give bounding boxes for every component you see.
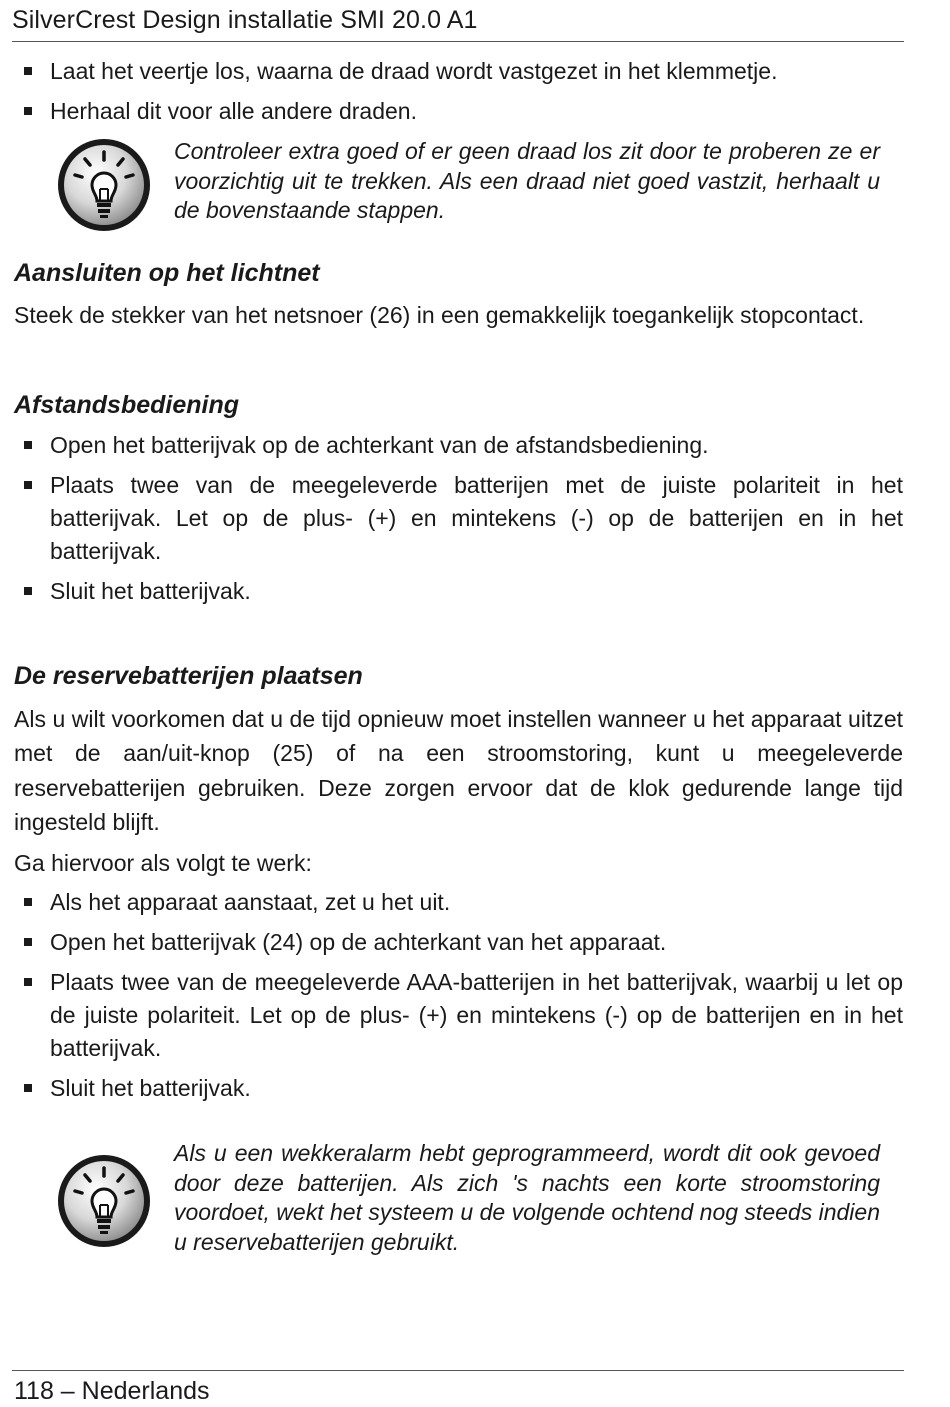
- section-heading: Afstandsbediening: [14, 390, 240, 419]
- lightbulb-icon: [54, 135, 154, 235]
- list-item: Sluit het batterijvak.: [14, 1072, 903, 1105]
- bullet-list-remote: [14, 429, 903, 608]
- list-item: Als het apparaat aanstaat, zet u het uit.: [14, 886, 903, 919]
- bullet-icon: [24, 107, 32, 115]
- bullet-icon: [24, 481, 32, 489]
- bullet-icon: [24, 587, 32, 595]
- page-header: [12, 4, 904, 42]
- paragraph: Als u wilt voorkomen dat u de tijd opnieuw moet instellen wanneer u het apparaat uitzet met de aan/uit-knop (25) of na een stroomstoring, kunt u meegeleverde reservebatterijen gebruiken. Deze zorgen ervoor dat de klok gedurende lange tijd ingesteld blijft.: [14, 705, 903, 835]
- bullet-icon: [24, 938, 32, 946]
- tip-text: Als u een wekkeralarm hebt geprogrammeerd, wordt dit ook gevoed door deze batterijen. Als zich 's nachts een korte stroomstoring voordoet, wekt het systeem u de volgende ochtend nog steeds indien u reservebatterijen gebruikt.: [174, 1140, 880, 1255]
- page-footer: [12, 1370, 904, 1405]
- list-item: Open het batterijvak (24) op de achterkant van het apparaat.: [14, 926, 903, 959]
- page-content: [14, 55, 903, 1257]
- bullet-icon: [24, 67, 32, 75]
- tip-box: [14, 1139, 903, 1257]
- bullet-list-wiring: [14, 55, 903, 128]
- list-item: Herhaal dit voor alle andere draden.: [14, 95, 903, 128]
- section-heading: Aansluiten op het lichtnet: [14, 259, 320, 287]
- bullet-icon: [24, 1084, 32, 1092]
- tip-text: Controleer extra goed of er geen draad los zit door te proberen ze er voorzichtig uit te trekken. Als een draad niet goed vastzit, herhaalt u de bovenstaande stappen.: [174, 138, 880, 223]
- bullet-icon: [24, 898, 32, 906]
- page-number-label: 118 – Nederlands: [14, 1377, 210, 1405]
- list-item: Laat het veertje los, waarna de draad wordt vastgezet in het klemmetje.: [14, 55, 903, 88]
- bullet-icon: [24, 441, 32, 449]
- section-heading: De reservebatterijen plaatsen: [14, 661, 363, 690]
- bullet-icon: [24, 978, 32, 986]
- list-item: Plaats twee van de meegeleverde AAA-batterijen in het batterijvak, waarbij u let op de juiste polariteit. Let op de plus- (+) en mintekens (-) op de batterijen en in het batterijvak.: [14, 966, 903, 1065]
- tip-box: [14, 135, 903, 235]
- list-item: Plaats twee van de meegeleverde batterijen met de juiste polariteit in het batterijvak. Let op de plus- (+) en mintekens (-) op de batterijen en in het batterijvak.: [14, 469, 903, 568]
- lightbulb-icon: [54, 1151, 154, 1251]
- paragraph: Ga hiervoor als volgt te werk:: [14, 849, 312, 876]
- list-item: Open het batterijvak op de achterkant van de afstandsbediening.: [14, 429, 903, 462]
- paragraph: Steek de stekker van het netsnoer (26) in een gemakkelijk toegankelijk stopcontact.: [14, 302, 865, 328]
- bullet-list-backup: [14, 886, 903, 1105]
- document-title: SilverCrest Design installatie SMI 20.0 A1: [12, 6, 478, 34]
- list-item: Sluit het batterijvak.: [14, 575, 903, 608]
